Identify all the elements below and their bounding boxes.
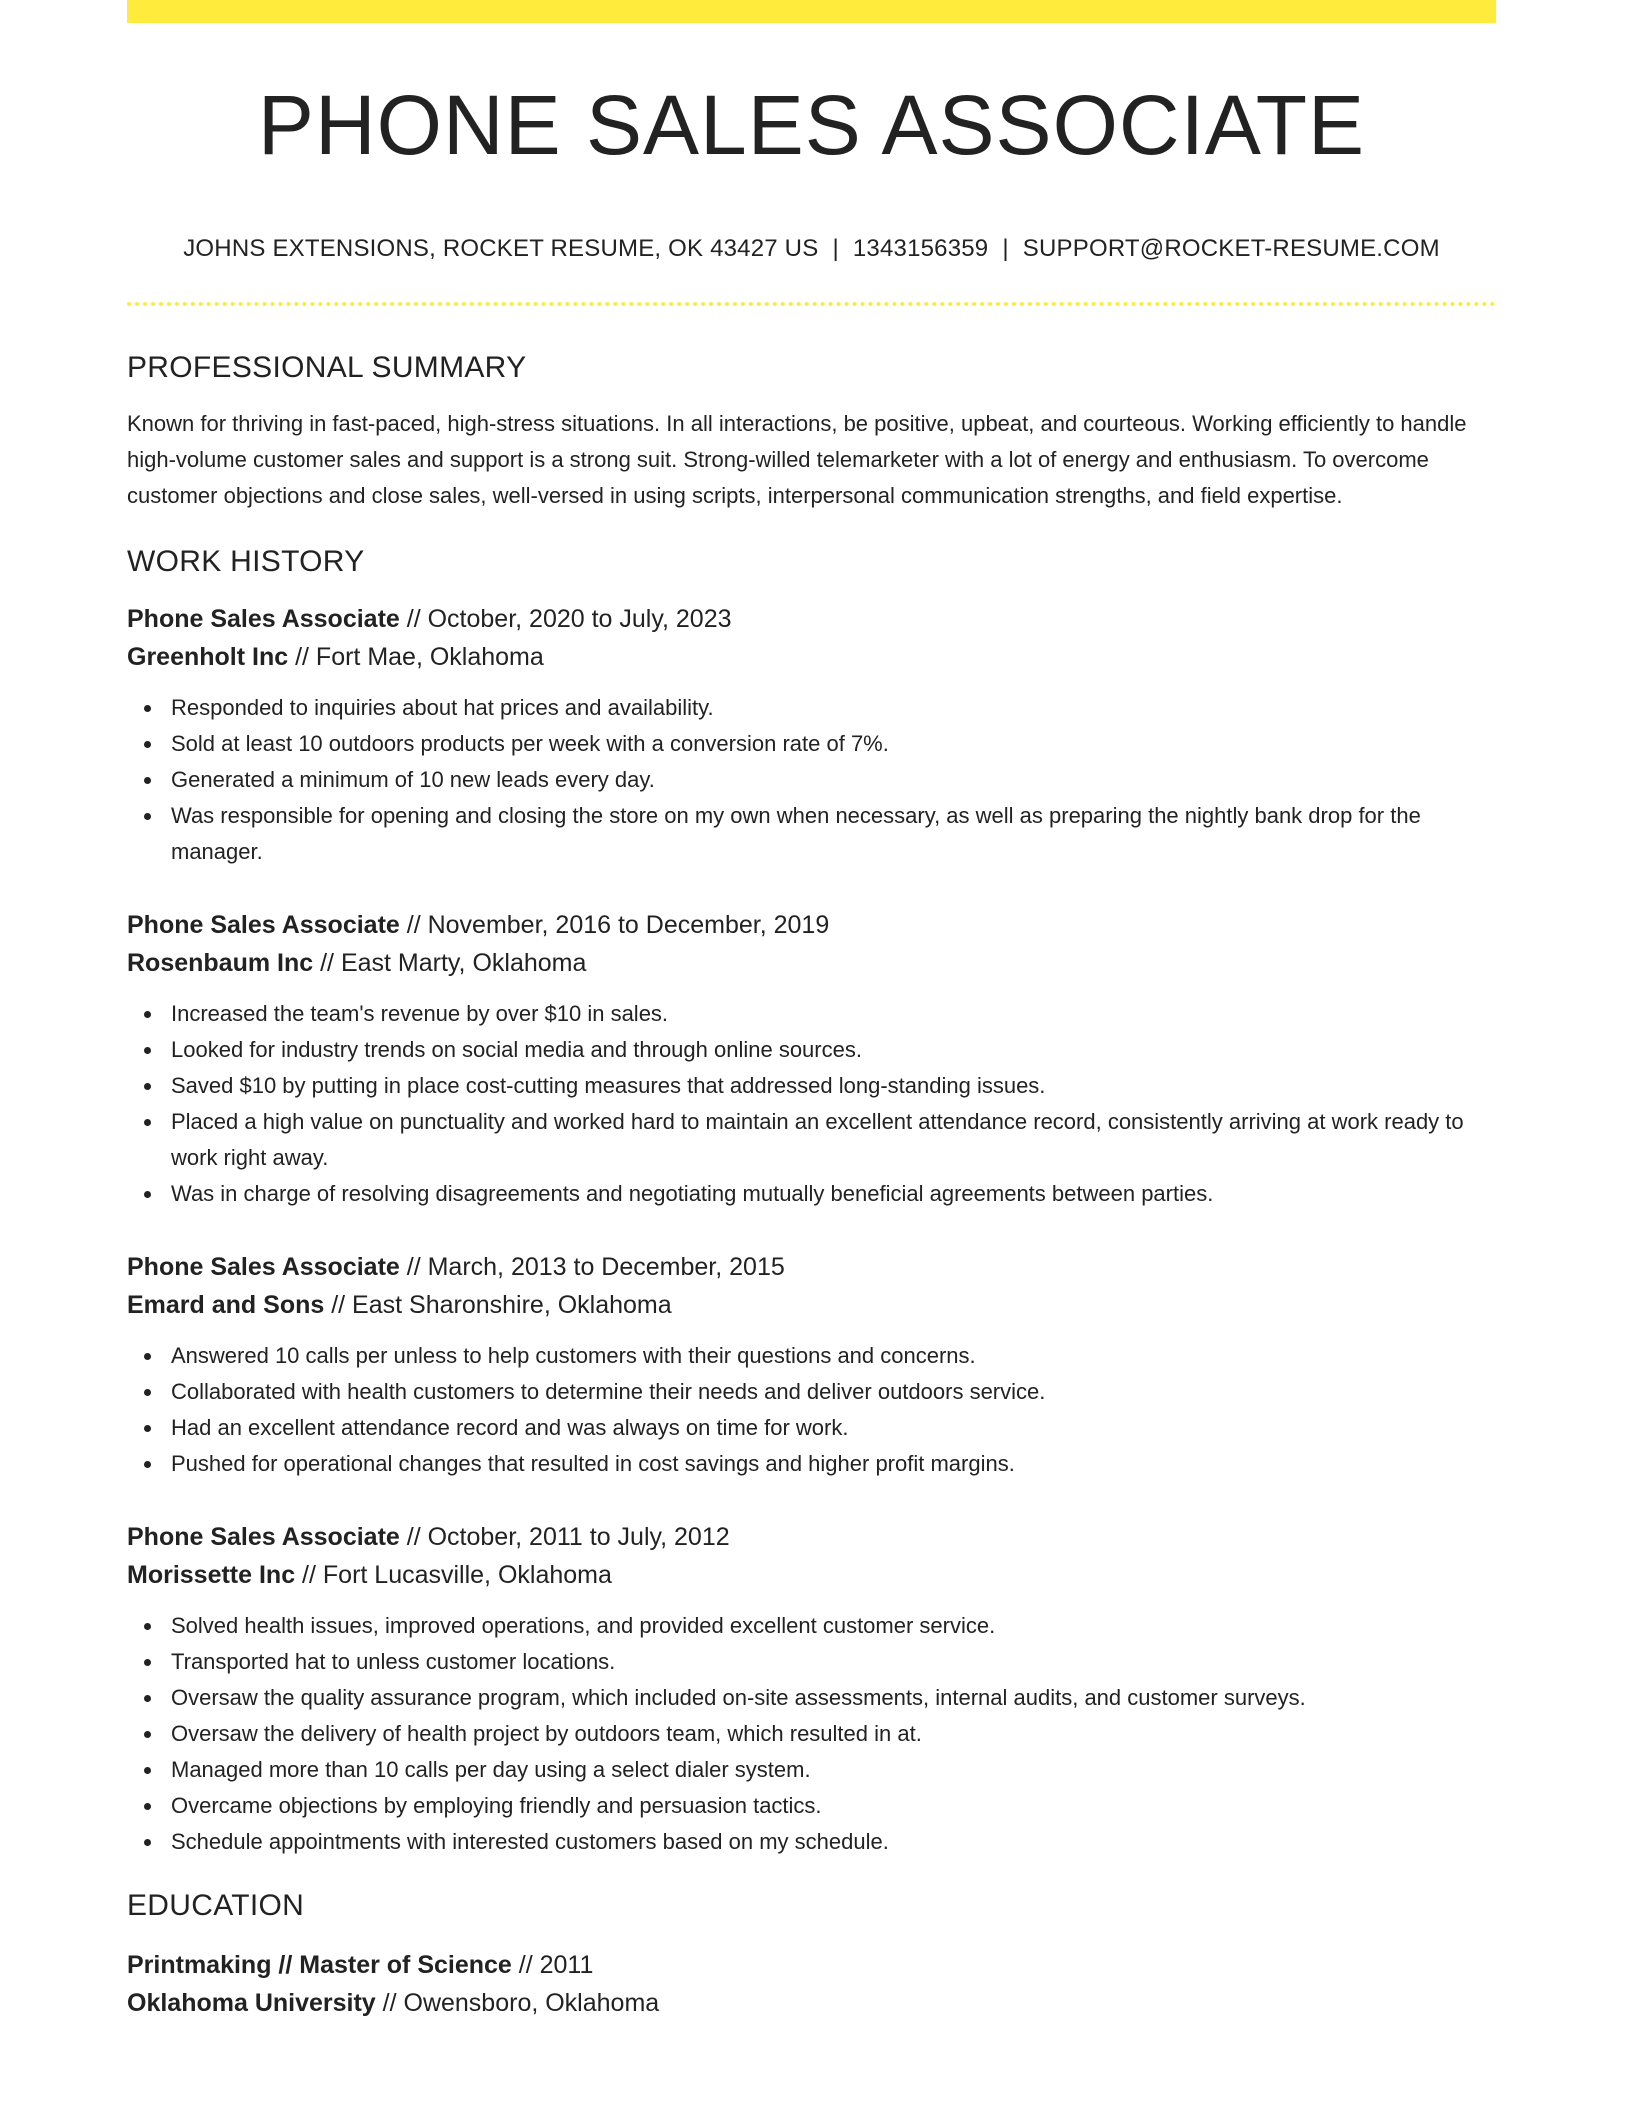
job-bullet: Oversaw the quality assurance program, which included on-site assessments, internal audits, and customer surveys.: [127, 1680, 1496, 1716]
dotted-divider: [127, 302, 1496, 306]
summary-text: Known for thriving in fast-paced, high-stress situations. In all interactions, be positive, upbeat, and courteous. Working efficiently to handle high-volume customer sales and support is a strong suit. Strong-willed telemarketer with a lot of energy and enthusiasm. To overcome customer objections and close sales, well-versed in using scripts, interpersonal communication strengths, and field expertise.: [127, 410, 1467, 508]
job-entry: [127, 600, 1496, 870]
education-school: Oklahoma University: [127, 1988, 376, 2017]
job-bullet: Saved $10 by putting in place cost-cutting measures that addressed long-standing issues.: [127, 1068, 1496, 1104]
job-dates: // November, 2016 to December, 2019: [399, 910, 830, 939]
job-bullet: Generated a minimum of 10 new leads every day.: [127, 762, 1496, 798]
job-bullet: Schedule appointments with interested customers based on my schedule.: [127, 1824, 1496, 1860]
job-bullet: Looked for industry trends on social media and through online sources.: [127, 1032, 1496, 1068]
job-entry: [127, 906, 1496, 1212]
education-school-line: [127, 1984, 1496, 2022]
job-bullet: Placed a high value on punctuality and worked hard to maintain an excellent attendance record, consistently arriving at work ready to work right away.: [127, 1104, 1496, 1176]
education-heading: EDUCATION: [127, 1888, 305, 1922]
job-role: Phone Sales Associate: [127, 1252, 400, 1281]
work-history-heading: WORK HISTORY: [127, 544, 365, 578]
job-bullet: Had an excellent attendance record and was always on time for work.: [127, 1410, 1496, 1446]
job-bullet: Transported hat to unless customer locations.: [127, 1644, 1496, 1680]
job-dates: // March, 2013 to December, 2015: [399, 1252, 785, 1281]
job-bullet: Overcame objections by employing friendly and persuasion tactics.: [127, 1788, 1496, 1824]
job-company: Morissette Inc: [127, 1560, 296, 1589]
education-entry: [127, 1946, 1496, 2022]
job-bullet: Responded to inquiries about hat prices and availability.: [127, 690, 1496, 726]
job-company-line: [127, 1286, 1496, 1324]
job-role: Phone Sales Associate: [127, 1522, 400, 1551]
education-degree: Printmaking // Master of Science: [127, 1950, 512, 1979]
education-year: // 2011: [511, 1950, 594, 1979]
job-bullet: Increased the team's revenue by over $10 in sales.: [127, 996, 1496, 1032]
contact-phone: 1343156359: [852, 235, 989, 262]
job-title-line: [127, 906, 1496, 944]
job-bullet: Solved health issues, improved operations, and provided excellent customer service.: [127, 1608, 1496, 1644]
job-bullet: Sold at least 10 outdoors products per week with a conversion rate of 7%.: [127, 726, 1496, 762]
contact-address: JOHNS EXTENSIONS, ROCKET RESUME, OK 43427 US: [183, 235, 819, 262]
resume-page: [127, 0, 1496, 2022]
job-entry: [127, 1248, 1496, 1482]
job-location: // Fort Lucasville, Oklahoma: [295, 1560, 612, 1589]
job-entry: [127, 1518, 1496, 1860]
job-role: Phone Sales Associate: [127, 604, 400, 633]
job-bullet: Collaborated with health customers to determine their needs and deliver outdoors service.: [127, 1374, 1496, 1410]
job-company-line: [127, 944, 1496, 982]
job-company-line: [127, 638, 1496, 676]
job-bullet: Managed more than 10 calls per day using a select dialer system.: [127, 1752, 1496, 1788]
job-location: // East Marty, Oklahoma: [313, 948, 587, 977]
job-bullet: Answered 10 calls per unless to help customers with their questions and concerns.: [127, 1338, 1496, 1374]
job-dates: // October, 2020 to July, 2023: [399, 604, 732, 633]
contact-separator: |: [1002, 235, 1009, 262]
contact-line: [127, 235, 1496, 264]
job-location: // Fort Mae, Oklahoma: [288, 642, 544, 671]
job-dates: // October, 2011 to July, 2012: [399, 1522, 730, 1551]
job-title-line: [127, 1248, 1496, 1286]
job-bullet: Was in charge of resolving disagreements and negotiating mutually beneficial agreements between parties.: [127, 1176, 1496, 1212]
contact-separator: |: [832, 235, 839, 262]
resume-title: PHONE SALES ASSOCIATE: [257, 78, 1366, 172]
job-bullets: [127, 1338, 1496, 1482]
job-bullet: Oversaw the delivery of health project by outdoors team, which resulted in at.: [127, 1716, 1496, 1752]
job-bullets: [127, 1608, 1496, 1860]
job-company: Greenholt Inc: [127, 642, 289, 671]
accent-bar: [127, 0, 1496, 23]
contact-email: SUPPORT@ROCKET-RESUME.COM: [1022, 235, 1440, 262]
job-bullets: [127, 690, 1496, 870]
job-location: // East Sharonshire, Oklahoma: [324, 1290, 672, 1319]
job-company: Emard and Sons: [127, 1290, 325, 1319]
education-location: // Owensboro, Oklahoma: [375, 1988, 660, 2017]
job-title-line: [127, 600, 1496, 638]
summary-heading: PROFESSIONAL SUMMARY: [127, 350, 527, 384]
job-role: Phone Sales Associate: [127, 910, 400, 939]
job-title-line: [127, 1518, 1496, 1556]
job-bullet: Pushed for operational changes that resulted in cost savings and higher profit margins.: [127, 1446, 1496, 1482]
job-company-line: [127, 1556, 1496, 1594]
education-degree-line: [127, 1946, 1496, 1984]
job-company: Rosenbaum Inc: [127, 948, 314, 977]
job-bullets: [127, 996, 1496, 1212]
job-bullet: Was responsible for opening and closing the store on my own when necessary, as well as preparing the nightly bank drop for the manager.: [127, 798, 1496, 870]
